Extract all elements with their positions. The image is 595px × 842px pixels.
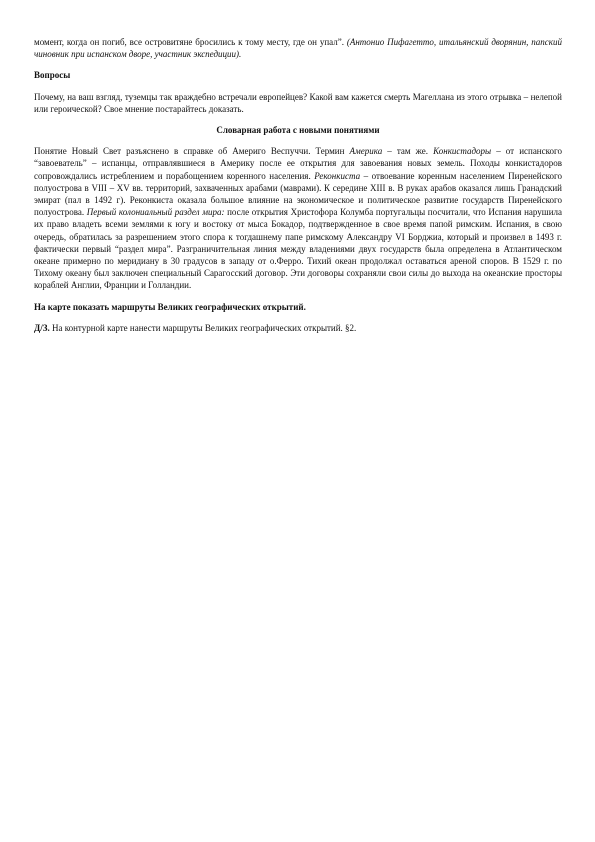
term-reconquista: Реконкиста bbox=[314, 170, 361, 181]
vocab-text-4: – отвоевание коренным населением Пиренейского полуострова в VIII – XV вв. территорий, захваченных арабами (маврами). К середине XIII в. В руках арабов оказался лишь Гранадский эмират (пал в 1492 г). Реконкиста оказала большое влияние на экономическое и политическое развитие государств Пиренейского полуострова. bbox=[34, 170, 562, 218]
term-america: Америка bbox=[349, 146, 383, 157]
quote-text: момент, когда он погиб, все островитяне бросились к тому месту, где он упал”. bbox=[34, 37, 347, 47]
homework-label: Д/З. bbox=[34, 322, 50, 333]
quote-source: (Антонио Пифагетто, итальянский дворянин, папский чиновник при испанском дворе, участник экспедиции). bbox=[34, 37, 562, 60]
vocabulary-paragraph bbox=[34, 145, 562, 291]
term-colonial-division: Первый колониальный раздел мира: bbox=[86, 207, 225, 218]
map-task-heading: На карте показать маршруты Великих географических открытий. bbox=[34, 301, 306, 312]
term-conquistadors: Конкистадоры bbox=[433, 146, 492, 157]
homework-text: На контурной карте нанести маршруты Великих географических открытий. §2. bbox=[49, 322, 357, 333]
vocab-text-2: – там же. bbox=[382, 146, 434, 157]
vocab-text-3: – от испанского “завоеватель” – испанцы, отправлявшиеся в Америку после ее открытия для завоевания новых земель. Походы конкистадоров сопровождались истреблением и порабощением коренного населения. bbox=[34, 146, 563, 181]
vocab-text-1: Понятие Новый Свет разъяснено в справке об Америго Веспуччи. Термин bbox=[34, 146, 350, 157]
vocab-text-5: после открытия Христофора Колумба португальцы посчитали, что Испания нарушила их право владеть всеми землями к югу и востоку от мыса Бокадор, подтвержденное в свое время папой римским. Испания, в свою очередь, обратилась за разрешением этого спора к тогдашнему папе римскому Александру VI Борджиа, который и произвел в 1493 г. фактически первый “раздел мира”. Разграничительная линия между владениями двух государств была определена в Атлантическом океане примерно по меридиану в 30 градусов в западу от о.Ферро. Тихий океан продолжал оставаться ареной споров. В 1529 г. по Тихому океану был заключен специальный Сарагосский договор. Эти договоры сохраняли свои силы до выхода на океанские просторы кораблей Англии, Франции и Голландии. bbox=[34, 207, 562, 291]
homework-paragraph bbox=[34, 322, 562, 334]
vocabulary-heading: Словарная работа с новыми понятиями bbox=[216, 125, 380, 136]
questions-paragraph: Почему, на ваш взгляд, туземцы так враждебно встречали европейцев? Какой вам кажется смерть Магеллана из этого отрывка – нелепой или героической? Свое мнение постарайтесь доказать. bbox=[34, 91, 562, 114]
intro-paragraph bbox=[34, 36, 562, 60]
document-page bbox=[34, 36, 562, 343]
questions-heading: Вопросы bbox=[34, 70, 71, 81]
